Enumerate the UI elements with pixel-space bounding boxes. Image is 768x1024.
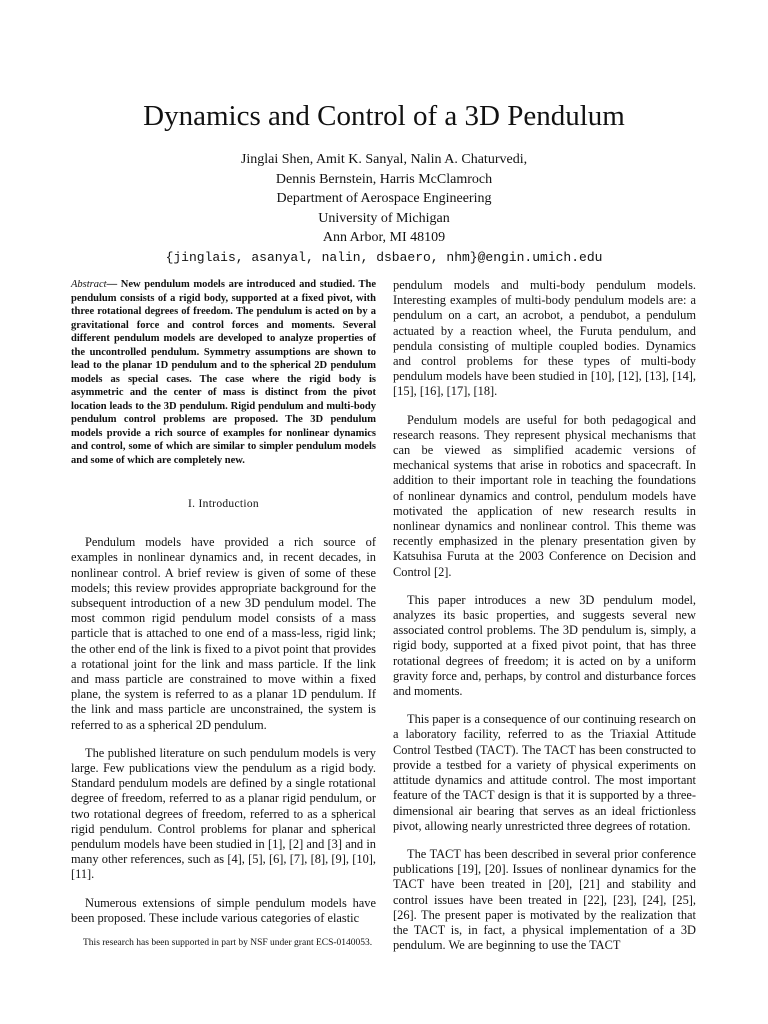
right-paragraph-2: This paper introduces a new 3D pendulum model, analyzes its basic properties, and suggests several new associated control problems. The 3D pendulum is, simply, a rigid body, supported at a fixed pivot point, that has three rotational degrees of freedom; it is acted on by a uniform gravity force and, perhaps, by control and disturbance forces and moments.: [393, 592, 696, 699]
university: University of Michigan: [318, 210, 450, 226]
abstract-label: Abstract: [71, 279, 107, 290]
right-paragraph-0: pendulum models and multi-body pendulum models. Interesting examples of multi-body pendulum models are: a pendulum on a cart, an acrobot, a pendubot, a pendulum actuated by a reaction wheel, the Furuta pendulum, and pendula consisting of multiple coupled bodies. Dynamics and control problems for these types of multi-body pendulum models have been studied in [10], [12], [13], [14], [15], [16], [17], [18].: [393, 278, 696, 399]
department: Department of Aerospace Engineering: [276, 191, 492, 206]
intro-paragraph-2: The published literature on such pendulum models is very large. Few publications view the pendulum as a rigid body. Standard pendulum models are defined by a single rotational degree of freedom, referred to as a planar rigid pendulum, or two rotational degrees of freedom, referred to as a spherical rigid pendulum. Control problems for planar and spherical pendulum models have been studied in [1], [2] and [3] and in many other references, such as [4], [5], [6], [7], [8], [9], [10], [11].: [71, 745, 376, 882]
intro-paragraph-1: Pendulum models have provided a rich source of examples in nonlinear dynamics and, in recent decades, in nonlinear control. A brief review is given of some of these models; this review provides appropriate background for the subsequent introduction of a new 3D pendulum model. The most common rigid pendulum model consists of a mass particle that is attached to one end of a mass-less, rigid link; the other end of the link is fixed to a pivot point that provides a rotational joint for the link and mass particle. If the link and mass particle are constrained to move within a fixed plane, the system is referred to as a planar 1D pendulum. If the link and mass particle are unconstrained, the system is referred to as a spherical 2D pendulum.: [71, 535, 376, 732]
right-paragraph-4: The TACT has been described in several prior conference publications [19], [20]. Issues of nonlinear dynamics for the TACT have been treated in [20], [21] and stability and control issues have been treated in [22], [23], [24], [25], [26]. The present paper is motivated by the realization that the TACT is, in fact, a physical implementation of a 3D pendulum. We are beginning to use the TACT: [393, 846, 696, 953]
abstract: [71, 278, 376, 467]
right-paragraph-3: This paper is a consequence of our continuing research on a laboratory facility, referred to as the Triaxial Attitude Control Testbed (TACT). The TACT has been constructed to provide a testbed for a variety of physical experiments on attitude dynamics and attitude control. The most important feature of the TACT design is that it is supported by a three-dimensional air bearing that serves as an ideal frictionless pivot, allowing nearly unrestricted three degrees of rotation.: [393, 712, 696, 833]
left-column: [71, 278, 376, 939]
author-names-line2: Dennis Bernstein, Harris McClamroch: [275, 171, 493, 187]
author-block: [0, 150, 768, 267]
right-column: [393, 278, 696, 966]
address: Ann Arbor, MI 48109: [322, 230, 446, 245]
author-emails: {jinglais, asanyal, nalin, dsbaero, nhm}@engin.umich.edu: [165, 249, 603, 265]
abstract-text: — New pendulum models are introduced and studied. The pendulum consists of a rigid body, supported at a fixed pivot, with three rotational degrees of freedom. The pendulum is acted on by a gravitational force and control forces and moments. Several different pendulum models are developed to analyze properties of the uncontrolled pendulum. Symmetry assumptions are shown to lead to the planar 1D pendulum and to the spherical 2D pendulum models as special cases. The case where the rigid body is asymmetric and the center of mass is distinct from the pivot location leads to the 3D pendulum. Rigid pendulum and multi-body pendulum control problems are proposed. The 3D pendulum models provide a rich source of examples for nonlinear dynamics and control, some of which are similar to simpler pendulum models and some of which are completely new.: [71, 279, 376, 466]
intro-paragraph-3: Numerous extensions of simple pendulum models have been proposed. These include various categories of elastic: [71, 895, 376, 925]
funding-footnote: This research has been supported in part by NSF under grant ECS-0140053.: [83, 938, 373, 948]
author-names-line1: Jinglai Shen, Amit K. Sanyal, Nalin A. Chaturvedi,: [240, 152, 528, 167]
right-paragraph-1: Pendulum models are useful for both pedagogical and research reasons. They represent physical mechanisms that can be viewed as simplified academic versions of mechanical systems that arise in robotics and spacecraft. In addition to their important role in teaching the foundations of nonlinear dynamics and control, pendulum models have motivated the application of new research results in nonlinear dynamics and nonlinear control. This theme was recently emphasized in the plenary presentation given by Katsuhisa Furuta at the 2003 Conference on Decision and Control [2].: [393, 412, 696, 579]
paper-title: Dynamics and Control of a 3D Pendulum: [143, 100, 625, 132]
section-heading: I. Introduction: [188, 498, 259, 510]
